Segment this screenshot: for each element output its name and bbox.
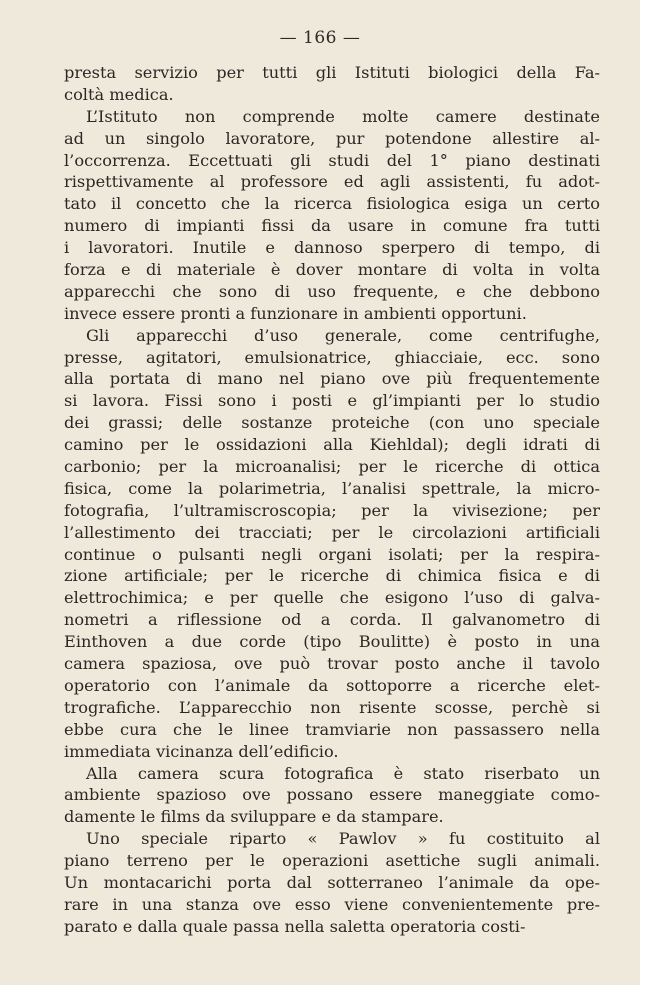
text-line: damente le films da sviluppare e da stampare. xyxy=(64,807,444,827)
text-line: parato e dalla quale passa nella saletta operatoria costi- xyxy=(64,916,526,936)
text-line: apparecchi che sono di uso frequente, e che debbono xyxy=(64,281,600,301)
text-line: Un montacarichi porta dal sotterraneo l’animale da ope- xyxy=(64,872,600,892)
text-line: ambiente spazioso ove possano essere maneggiate como- xyxy=(64,785,600,805)
body-text xyxy=(64,62,600,938)
text-line: L’Istituto non comprende molte camere destinate xyxy=(86,106,600,126)
text-line: piano terreno per le operazioni asettiche sugli animali. xyxy=(64,851,600,871)
scan-margin-right xyxy=(640,0,654,991)
text-line: rispettivamente al professore ed agli assistenti, fu adot- xyxy=(64,172,600,192)
paragraph xyxy=(64,763,600,829)
text-line: si lavora. Fissi sono i posti e gl’impianti per lo studio xyxy=(64,391,600,411)
paragraph xyxy=(64,325,600,763)
text-line: trografiche. L’apparecchio non risente scosse, perchè si xyxy=(64,697,600,717)
paragraph xyxy=(64,106,600,325)
text-line: ebbe cura che le linee tramviarie non passassero nella xyxy=(64,719,600,739)
text-line: alla portata di mano nel piano ove più frequentemente xyxy=(64,369,600,389)
text-line: presta servizio per tutti gli Istituti biologici della Fa- xyxy=(64,63,600,82)
text-line: presse, agitatori, emulsionatrice, ghiacciaie, ecc. sono xyxy=(64,347,600,367)
text-line: ad un singolo lavoratore, pur potendone allestire al- xyxy=(64,128,600,148)
page-number: — 166 — xyxy=(279,28,361,48)
text-line: rare in una stanza ove esso viene convenientemente pre- xyxy=(64,894,600,914)
text-line: camino per le ossidazioni alla Kiehldal); degli idrati di xyxy=(64,435,600,455)
text-line: fotografia, l’ultramiscroscopia; per la vivisezione; per xyxy=(64,500,600,520)
paragraph xyxy=(64,828,600,937)
text-line: continue o pulsanti negli organi isolati; per la respira- xyxy=(64,544,600,564)
text-line: tato il concetto che la ricerca fisiologica esiga un certo xyxy=(64,194,600,214)
text-line: l’occorrenza. Eccettuati gli studi del 1° piano destinati xyxy=(64,150,600,170)
text-line: operatorio con l’animale da sottoporre a ricerche elet- xyxy=(64,675,600,695)
text-line: dei grassi; delle sostanze proteiche (con uno speciale xyxy=(64,413,600,433)
text-line: carbonio; per la microanalisi; per le ricerche di ottica xyxy=(64,457,600,477)
text-line: zione artificiale; per le ricerche di chimica fisica e di xyxy=(64,566,600,586)
text-line: immediata vicinanza dell’edificio. xyxy=(64,741,339,761)
text-line: i lavoratori. Inutile e dannoso sperpero di tempo, di xyxy=(64,238,600,258)
text-line: l’allestimento dei tracciati; per le circolazioni artificiali xyxy=(64,522,600,542)
text-line: invece essere pronti a funzionare in ambienti opportuni. xyxy=(64,303,527,323)
text-line: nometri a riflessione od a corda. Il galvanometro di xyxy=(64,610,600,630)
text-line: elettrochimica; e per quelle che esigono l’uso di galva- xyxy=(64,588,600,608)
text-line: Gli apparecchi d’uso generale, come centrifughe, xyxy=(86,325,600,345)
text-line: fisica, come la polarimetria, l’analisi spettrale, la micro- xyxy=(64,478,600,498)
text-line: forza e di materiale è dover montare di volta in volta xyxy=(64,260,600,280)
text-line: Alla camera scura fotografica è stato riserbato un xyxy=(86,763,600,783)
text-line: numero di impianti fissi da usare in comune fra tutti xyxy=(64,216,600,236)
text-line: coltà medica. xyxy=(64,84,174,104)
text-line: Einthoven a due corde (tipo Boulitte) è posto in una xyxy=(64,632,600,652)
scan-margin-bottom xyxy=(0,985,654,991)
text-line: Uno speciale riparto « Pawlov » fu costituito al xyxy=(86,829,600,849)
text-line: camera spaziosa, ove può trovar posto anche il tavolo xyxy=(64,654,600,674)
paragraph xyxy=(64,62,600,106)
